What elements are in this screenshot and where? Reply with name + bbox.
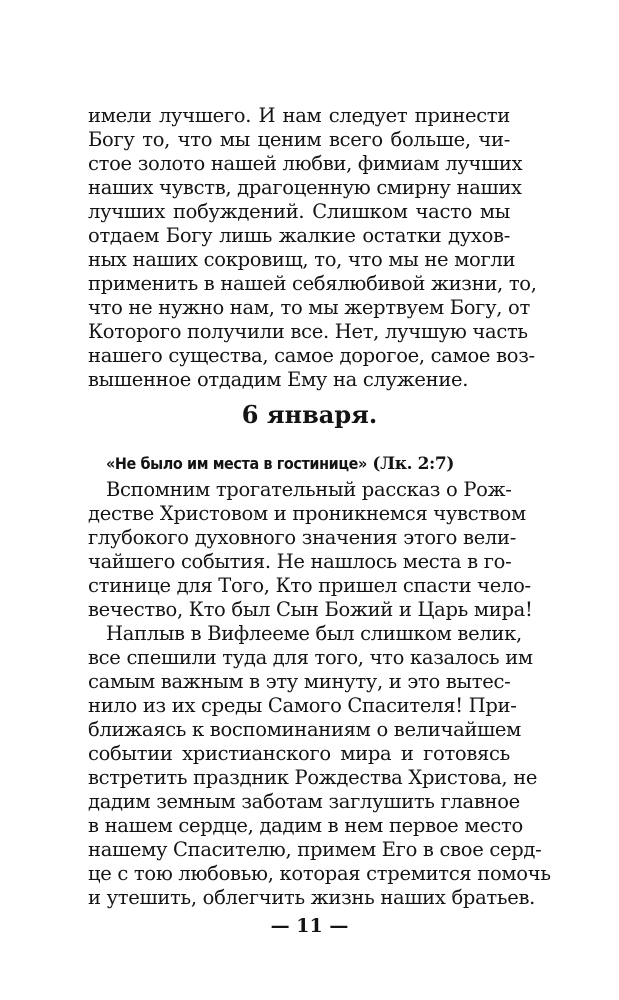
text-line: что не нужно нам, то мы жертвуем Богу, от (88, 296, 530, 319)
text-line: вышенное отдадим Ему на служение. (88, 368, 469, 391)
text-line: ближаясь к воспоминаниям о величайшем (88, 718, 522, 741)
text-line: чайшего события. Не нашлось места в го- (88, 550, 512, 573)
text-line: дестве Христовом и проникнемся чувством (88, 502, 526, 525)
text-line: и утешить, облегчить жизнь наших братьев. (88, 886, 536, 909)
text-line: событии христианского мира и готовясь (88, 742, 510, 765)
text-line: Вспомним трогательный рассказ о Рож- (106, 478, 512, 501)
text-line: нило из их среды Самого Спасителя! При- (88, 694, 517, 717)
text-line: стое золото нашей любви, фимиам лучших (88, 152, 523, 175)
text-line: нашего существа, самое дорогое, самое воз- (88, 344, 535, 367)
text-line: самым важным в эту минуту, и это вытес- (88, 670, 511, 693)
epigraph-reference: (Лк. 2:7) (372, 454, 454, 474)
text-line: имели лучшего. И нам следует принести (88, 104, 510, 127)
text-line: Богу то, что мы ценим всего больше, чи- (88, 128, 510, 151)
text-line: в нашем сердце, дадим в нем первое место (88, 814, 523, 837)
text-line: Которого получили все. Нет, лучшую часть (88, 320, 528, 343)
text-line: дадим земным заботам заглушить главное (88, 790, 520, 813)
text-line: ных наших сокровищ, то, что мы не могли (88, 248, 516, 271)
text-line: отдаем Богу лишь жалкие остатки духов- (88, 224, 510, 247)
text-line: лучших побуждений. Слишком часто мы (88, 200, 510, 223)
epigraph-quote: «Не было им места в гостинице» (106, 454, 367, 473)
page-number: — 11 — (270, 915, 349, 937)
text-line: це с тою любовью, которая стремится помочь (88, 862, 551, 885)
text-line: стинице для Того, Кто пришел спасти чело- (88, 574, 531, 597)
text-line: все спешили туда для того, что казалось им (88, 646, 533, 669)
text-line: применить в нашей себялюбивой жизни, то, (88, 272, 537, 295)
epigraph (106, 452, 454, 476)
text-line: Наплыв в Вифлееме был слишком велик, (106, 622, 522, 645)
date-heading: 6 января. (241, 400, 378, 429)
text-line: нашему Спасителю, примем Его в свое серд- (88, 838, 542, 861)
text-line: наших чувств, драгоценную смирну наших (88, 176, 522, 199)
text-line: встретить праздник Рождества Христова, не (88, 766, 538, 789)
text-line: вечество, Кто был Сын Божий и Царь мира! (88, 598, 533, 621)
text-line: глубокого духовного значения этого вели- (88, 526, 517, 549)
